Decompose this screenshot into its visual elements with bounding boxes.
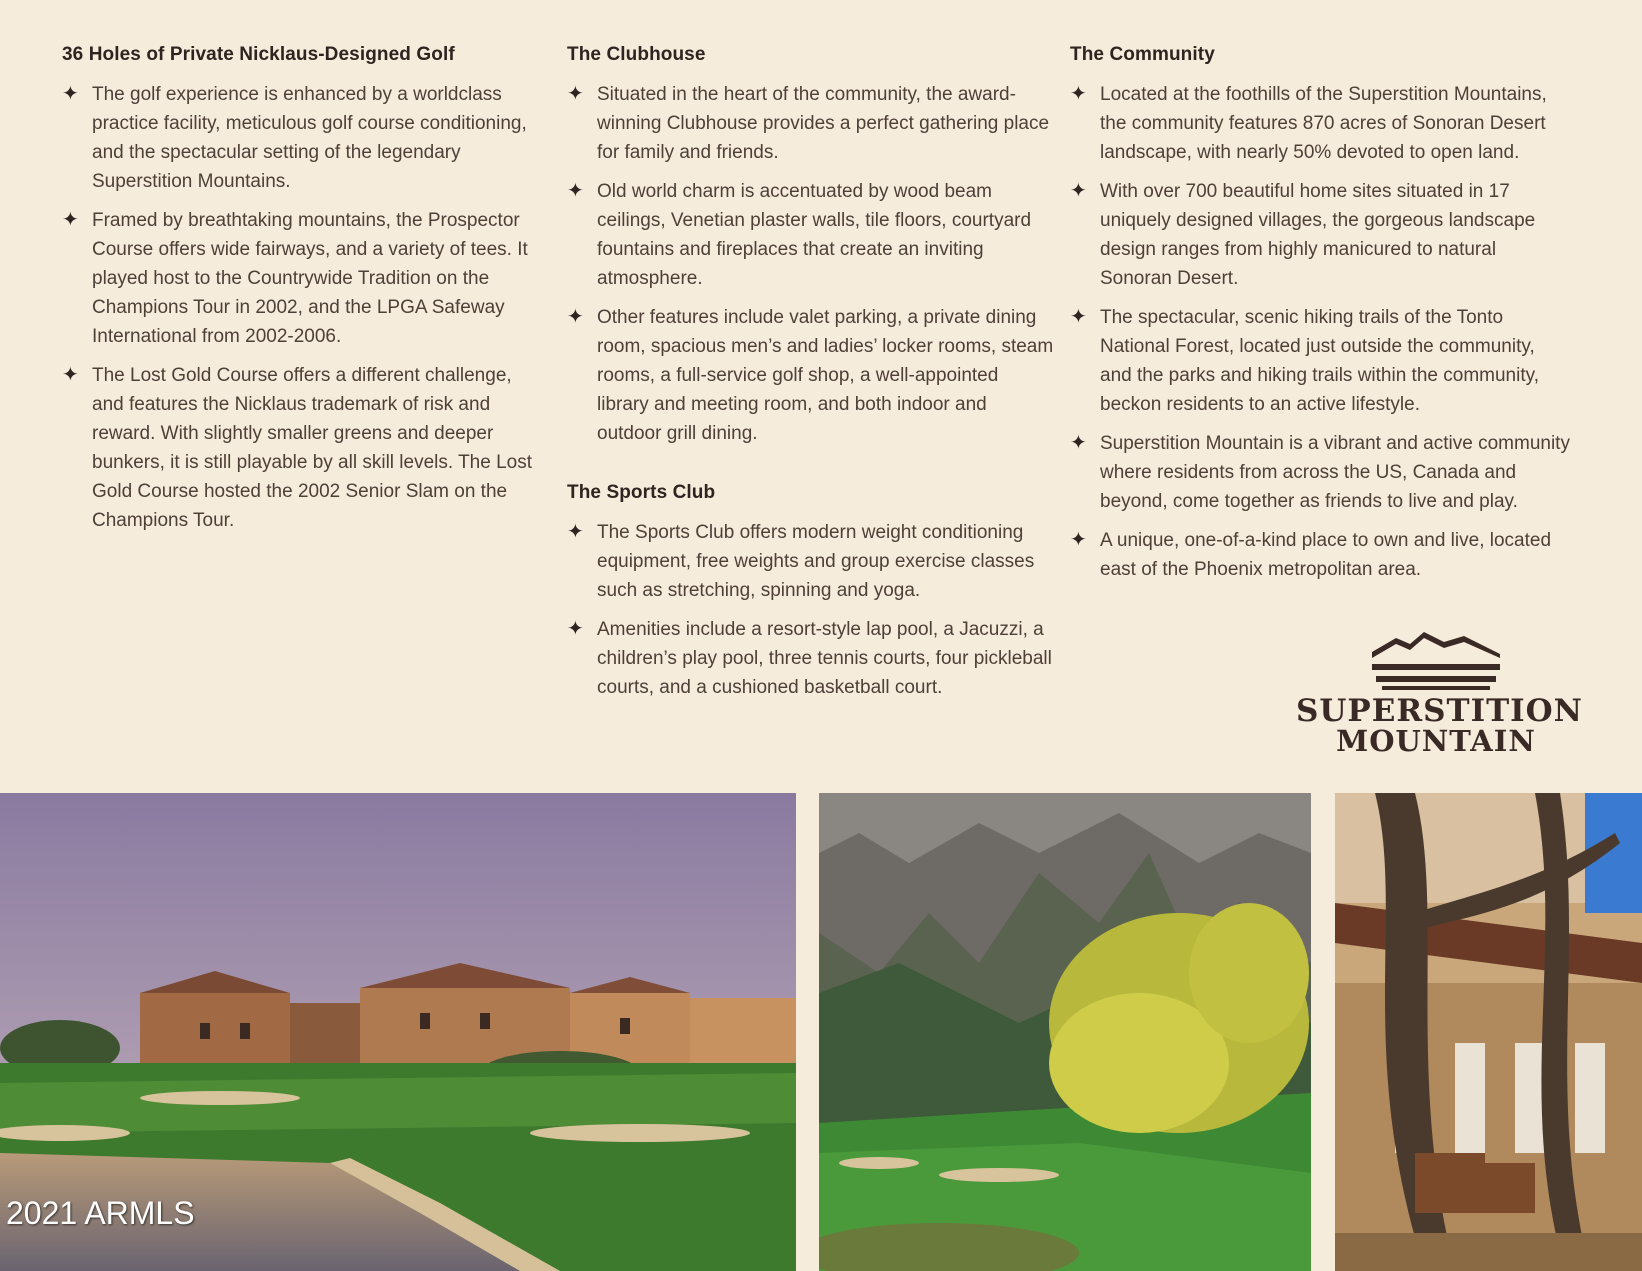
bullet-list (62, 80, 540, 535)
star-bullet-icon: ✦ (62, 209, 79, 231)
bullet-list (567, 80, 1055, 448)
star-bullet-icon: ✦ (1070, 306, 1087, 328)
list-item: ✦ Framed by breathtaking mountains, the Prospector Course offers wide fairways, and a variety of tees. It played host to the Countrywide Tradition on the Champions Tour in 2002, and the LPGA Safeway International from 2002-2006. (62, 206, 540, 351)
section-heading: The Community (1070, 44, 1215, 65)
list-item: ✦ Old world charm is accentuated by wood beam ceilings, Venetian plaster walls, tile floors, courtyard fountains and fireplaces that create an inviting atmosphere. (567, 177, 1055, 293)
list-item: ✦ Other features include valet parking, a private dining room, spacious men’s and ladies’ locker rooms, steam rooms, a full-service golf shop, a well-appointed library and meeting room, and both indoor and outdoor grill dining. (567, 303, 1055, 448)
superstition-mountain-logo (1296, 630, 1583, 758)
logo-line-1: SUPERSTITION (1296, 693, 1583, 729)
list-item: ✦ Located at the foothills of the Superstition Mountains, the community features 870 acres of Sonoran Desert landscape, with nearly 50% devoted to open land. (1070, 80, 1570, 167)
logo-line-2: MOUNTAIN (1336, 724, 1536, 758)
star-bullet-icon: ✦ (567, 180, 584, 202)
star-bullet-icon: ✦ (1070, 432, 1087, 454)
section-heading: The Clubhouse (567, 44, 706, 65)
list-item: ✦ The golf experience is enhanced by a worldclass practice facility, meticulous golf course conditioning, and the spectacular setting of the legendary Superstition Mountains. (62, 80, 540, 196)
list-item: ✦ The spectacular, scenic hiking trails of the Tonto National Forest, located just outside the community, and the parks and hiking trails within the community, beckon residents to an active lifestyle. (1070, 303, 1570, 419)
mountain-fairway-photo (819, 793, 1311, 1271)
column-golf (62, 44, 540, 545)
list-item: ✦ Superstition Mountain is a vibrant and active community where residents from across the US, Canada and beyond, come together as friends to live and play. (1070, 429, 1570, 516)
column-community (1070, 44, 1570, 594)
bullet-list (567, 518, 1055, 702)
star-bullet-icon: ✦ (1070, 529, 1087, 551)
list-item: ✦ A unique, one-of-a-kind place to own and live, located east of the Phoenix metropolitan area. (1070, 526, 1570, 584)
star-bullet-icon: ✦ (1070, 83, 1087, 105)
section-heading: The Sports Club (567, 482, 716, 503)
section-heading: 36 Holes of Private Nicklaus-Designed Golf (62, 44, 455, 65)
star-bullet-icon: ✦ (1070, 180, 1087, 202)
list-item: ✦ The Sports Club offers modern weight conditioning equipment, free weights and group exercise classes such as stretching, spinning and yoga. (567, 518, 1055, 605)
star-bullet-icon: ✦ (567, 83, 584, 105)
list-item: ✦ With over 700 beautiful home sites situated in 17 uniquely designed villages, the gorgeous landscape design ranges from highly manicured to natural Sonoran Desert. (1070, 177, 1570, 293)
watermark: 2021 ARMLS (6, 1195, 195, 1231)
mountain-logo-icon (1366, 630, 1506, 692)
list-item: ✦ Amenities include a resort-style lap pool, a Jacuzzi, a children’s play pool, three tennis courts, four pickleball courts, and a cushioned basketball court. (567, 615, 1055, 702)
list-item: ✦ Situated in the heart of the community, the award-winning Clubhouse provides a perfect gathering place for family and friends. (567, 80, 1055, 167)
star-bullet-icon: ✦ (567, 306, 584, 328)
bullet-list (1070, 80, 1570, 584)
list-item: ✦ The Lost Gold Course offers a different challenge, and features the Nicklaus trademark of risk and reward. With slightly smaller greens and deeper bunkers, it is still playable by all skill levels. The Lost Gold Course hosted the 2002 Senior Slam on the Champions Tour. (62, 361, 540, 535)
column-clubhouse (567, 44, 1055, 712)
star-bullet-icon: ✦ (567, 618, 584, 640)
star-bullet-icon: ✦ (62, 83, 79, 105)
star-bullet-icon: ✦ (62, 364, 79, 386)
star-bullet-icon: ✦ (567, 521, 584, 543)
clubhouse-patio-photo (1335, 793, 1642, 1271)
